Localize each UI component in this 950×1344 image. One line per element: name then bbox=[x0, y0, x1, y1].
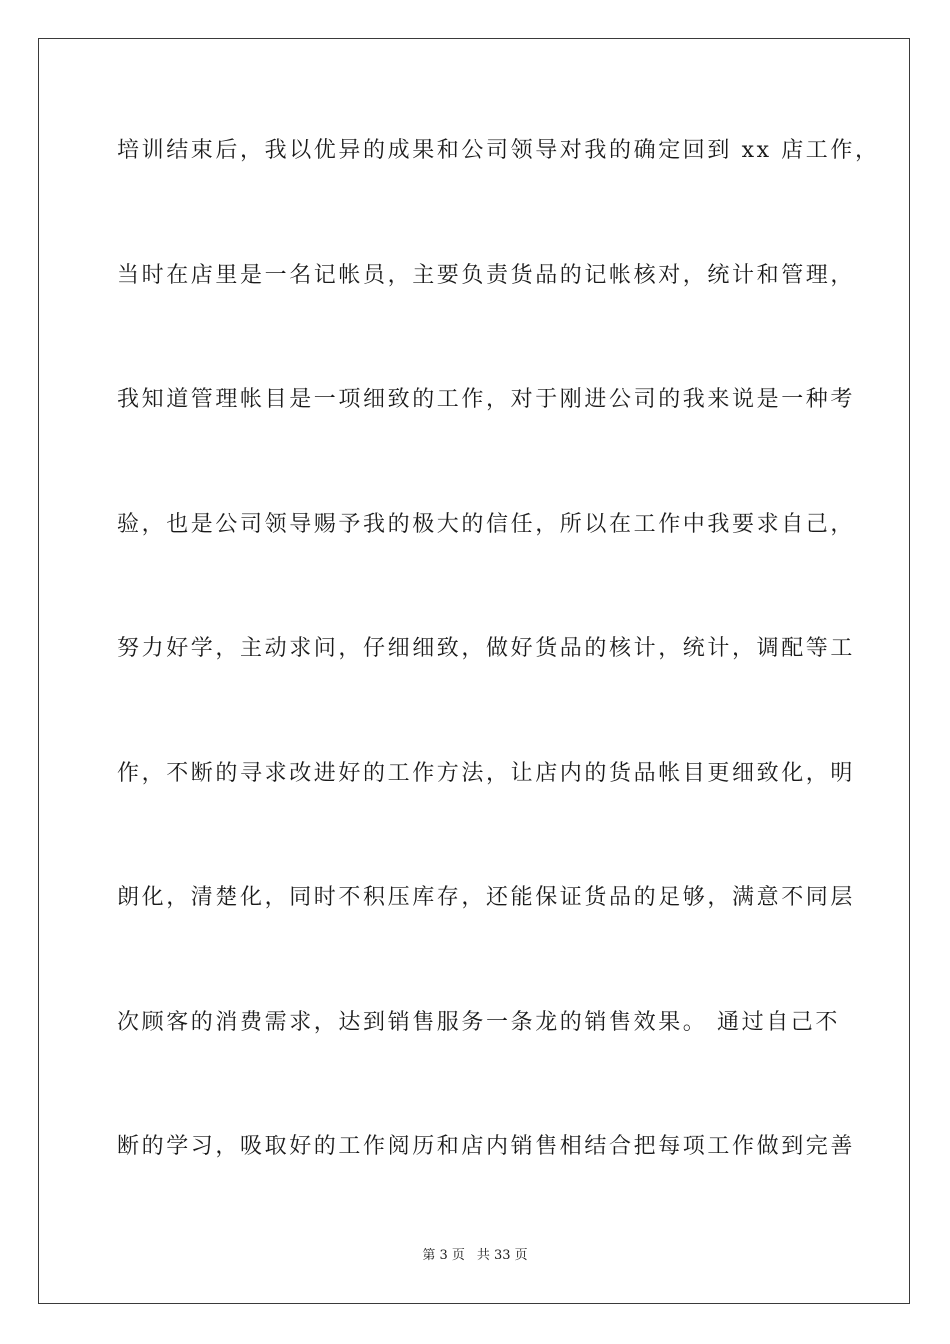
body-text-line: 验，也是公司领导赐予我的极大的信任，所以在工作中我要求自己， bbox=[117, 512, 856, 537]
body-text-line: 次顾客的消费需求，达到销售服务一条龙的销售效果。 通过自己不 bbox=[117, 1010, 840, 1035]
body-text-line: 当时在店里是一名记帐员，主要负责货品的记帐核对，统计和管理， bbox=[117, 263, 856, 288]
body-text-line: 我知道管理帐目是一项细致的工作，对于刚进公司的我来说是一种考 bbox=[117, 387, 856, 412]
page-number-total: 共 33 页 bbox=[476, 1248, 528, 1263]
page-border bbox=[38, 38, 910, 1304]
body-text-line: 培训结束后，我以优异的成果和公司领导对我的确定回到 xx 店工作， bbox=[117, 138, 880, 163]
page-number-current: 第 3 页 bbox=[422, 1248, 465, 1263]
page-footer bbox=[0, 1248, 950, 1264]
body-text-line: 努力好学，主动求问，仔细细致，做好货品的核计，统计，调配等工 bbox=[117, 636, 856, 661]
body-text-line: 断的学习，吸取好的工作阅历和店内销售相结合把每项工作做到完善 bbox=[117, 1134, 856, 1159]
body-text-line: 朗化，清楚化，同时不积压库存，还能保证货品的足够，满意不同层 bbox=[117, 885, 856, 910]
body-text-line: 作，不断的寻求改进好的工作方法，让店内的货品帐目更细致化，明 bbox=[117, 761, 856, 786]
